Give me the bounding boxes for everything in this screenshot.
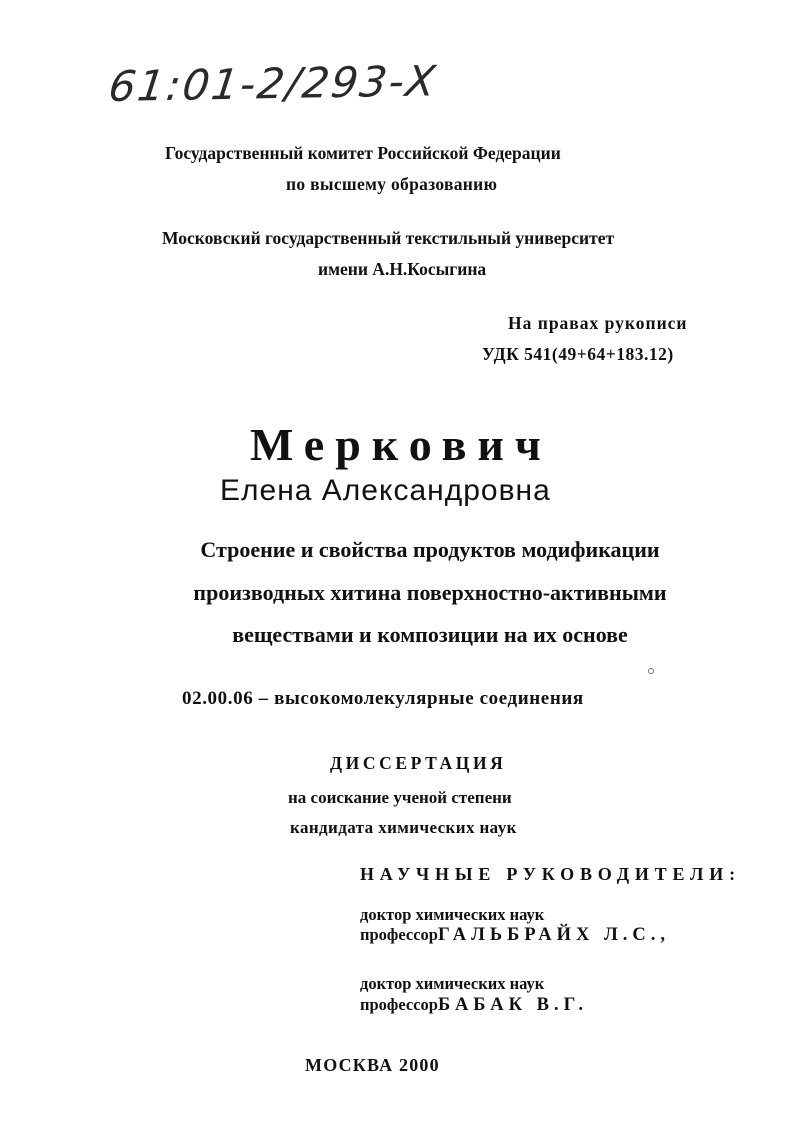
university-line-2: имени А.Н.Косыгина — [318, 259, 487, 279]
author-given-names: Елена Александровна — [220, 474, 551, 507]
supervisors-heading: НАУЧНЫЕ РУКОВОДИТЕЛИ: — [360, 864, 741, 884]
handwritten-archive-mark: 61:01-2/293-Х — [105, 56, 440, 111]
manuscript-rights-label: На правах рукописи — [508, 313, 688, 333]
specialty-code: 02.00.06 – высокомолекулярные соединения — [182, 688, 584, 709]
dissertation-title-line-3: веществами и композиции на их основе — [232, 622, 628, 647]
committee-line-1: Государственный комитет Российской Федерации — [165, 143, 561, 163]
city-year: МОСКВА 2000 — [305, 1055, 440, 1075]
supervisor-1-title: профессор — [360, 925, 438, 944]
supervisor-2-title: профессор — [360, 995, 438, 1014]
university-line-1: Московский государственный текстильный университет — [162, 228, 615, 248]
udk-code: УДК 541(49+64+183.12) — [482, 344, 674, 364]
supervisor-1-name: ГАЛЬБРАЙХ Л.С., — [437, 925, 671, 945]
supervisor-1-line — [360, 925, 670, 946]
stray-mark — [648, 668, 654, 674]
committee-line-2: по высшему образованию — [286, 174, 498, 194]
supervisor-2-line — [360, 995, 588, 1016]
dissertation-label: ДИССЕРТАЦИЯ — [330, 753, 507, 773]
author-surname: Меркович — [250, 419, 552, 470]
dissertation-title-line-1: Строение и свойства продуктов модификации — [200, 537, 660, 562]
degree-line-1: на соискание ученой степени — [288, 788, 512, 807]
degree-line-2: кандидата химических наук — [290, 818, 517, 837]
supervisor-1-degree: доктор химических наук — [360, 905, 545, 924]
dissertation-title-line-2: производных хитина поверхностно-активными — [193, 580, 667, 605]
supervisor-2-degree: доктор химических наук — [360, 974, 545, 993]
supervisor-2-name: БАБАК В.Г. — [437, 995, 588, 1015]
